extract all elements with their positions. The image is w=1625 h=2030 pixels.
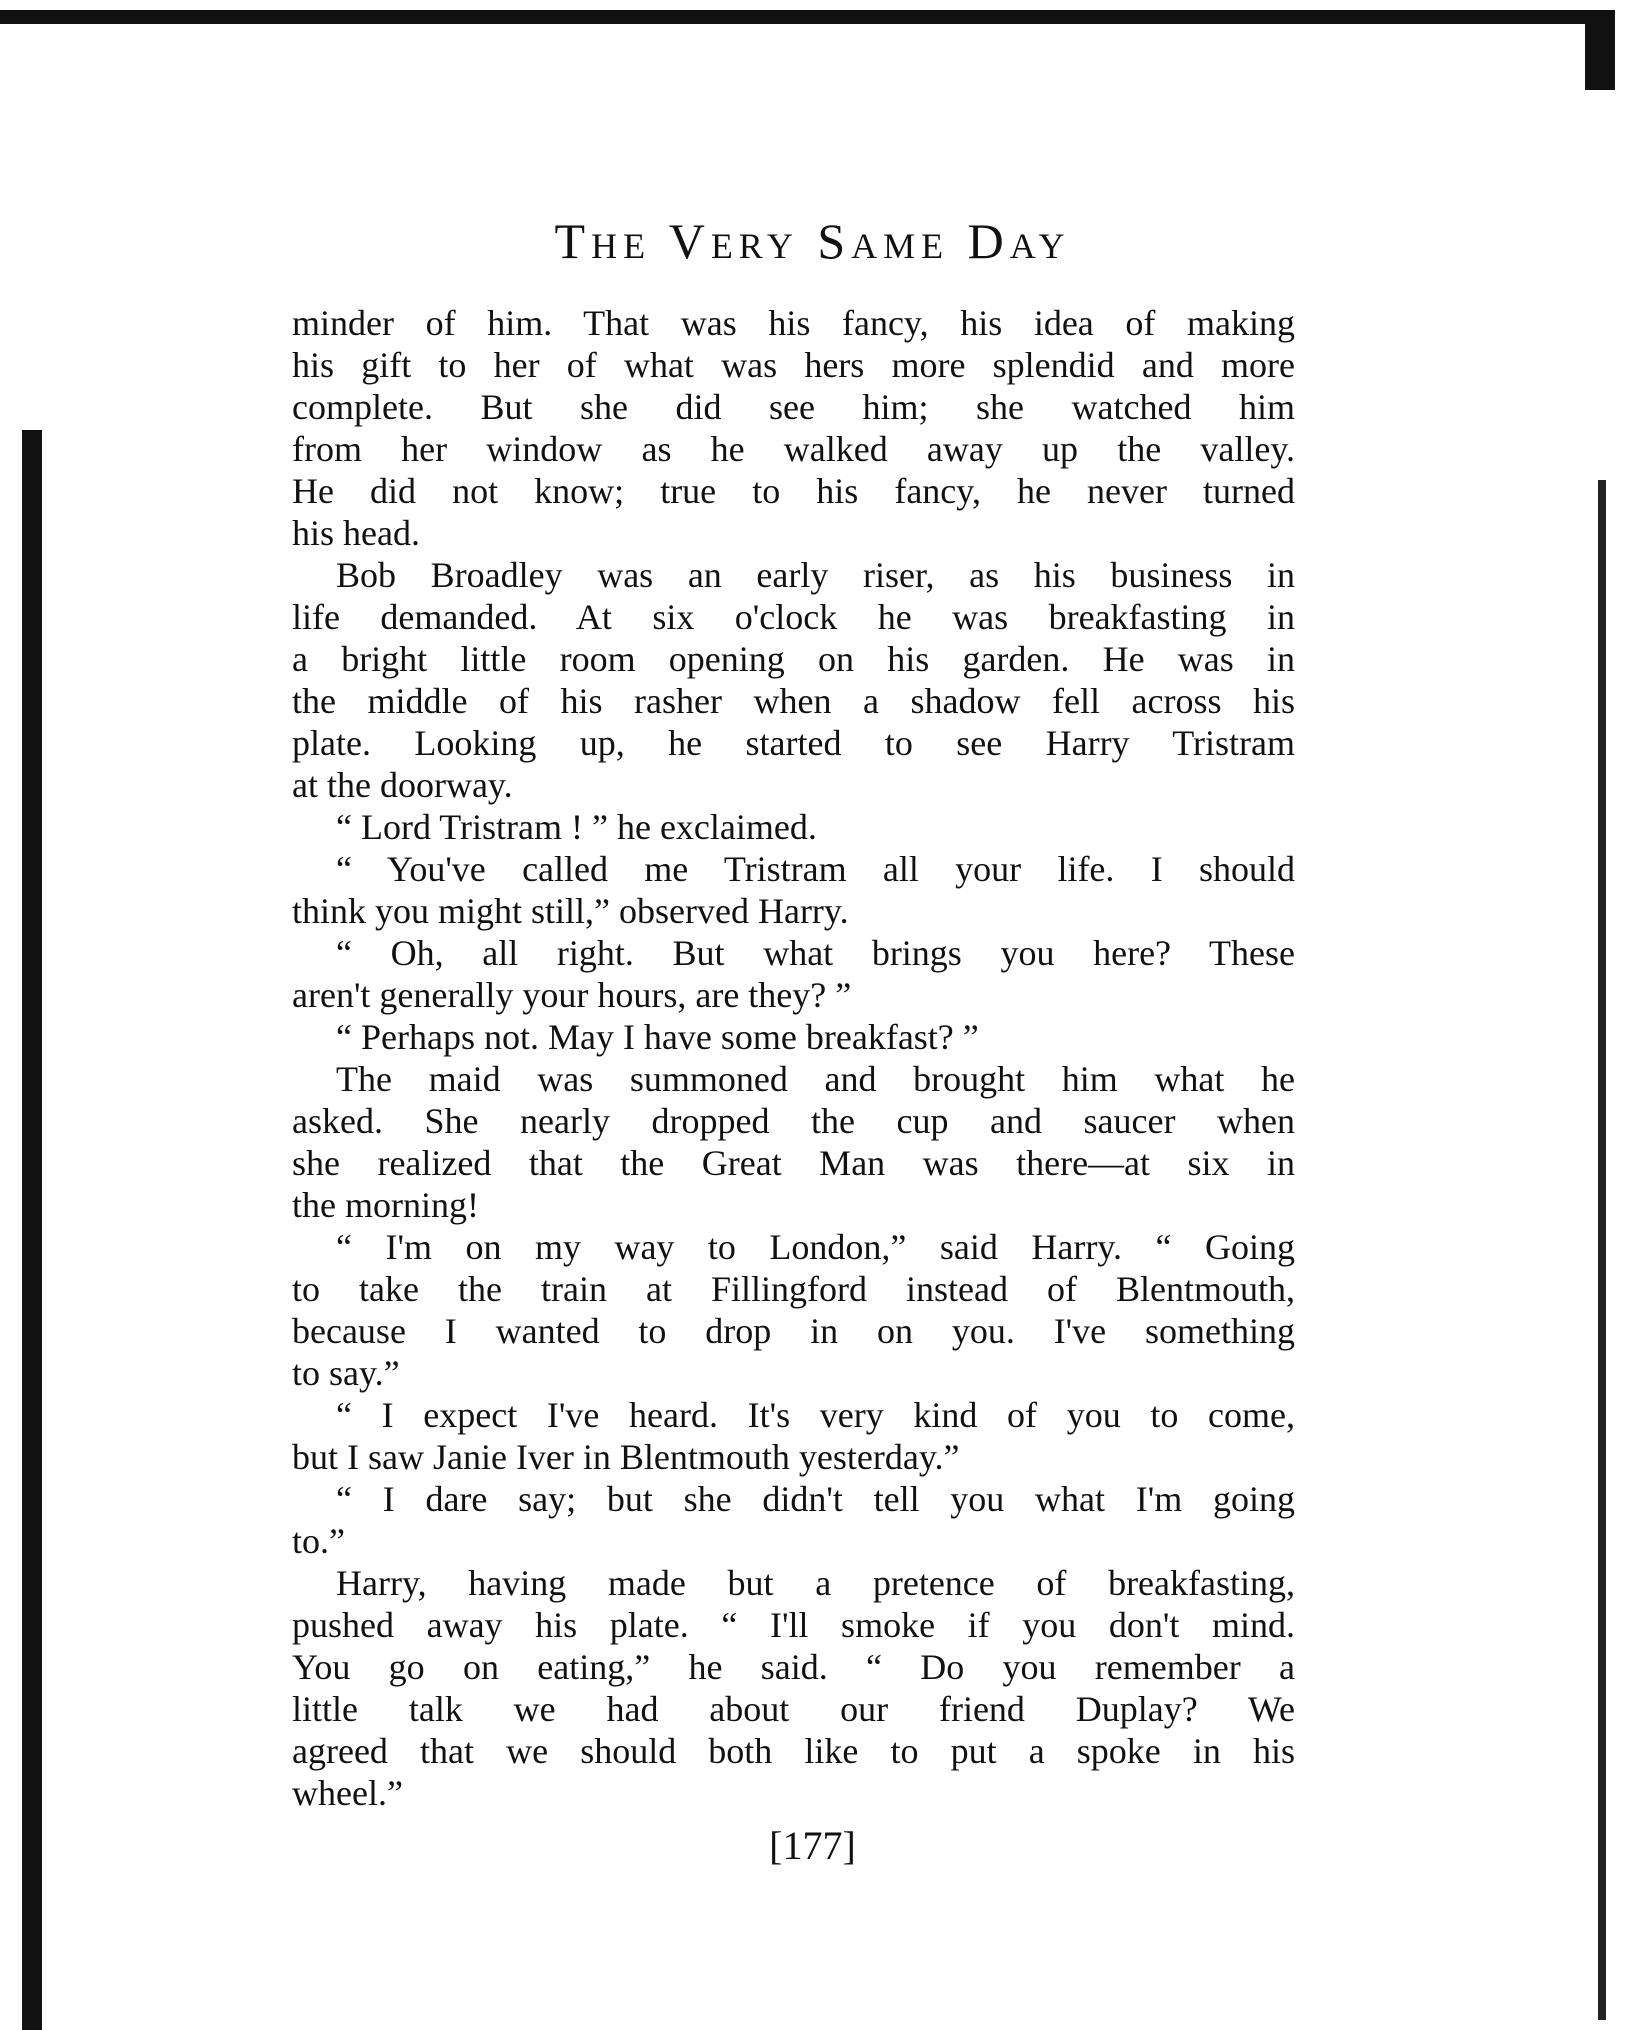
scan-border-top [0,10,1610,24]
text-line: think you might still,” observed Harry. [292,891,849,931]
text-line: “ I dare say; but she didn't tell you what I'm going [336,1479,1295,1519]
page-body [292,302,1295,1814]
text-line: Harry, having made but a pretence of breakfasting, [336,1563,1295,1603]
text-line: agreed that we should both like to put a spoke in his [292,1731,1295,1771]
page-number: [177] [769,1823,856,1868]
running-header: THE VERY SAME DAY [554,213,1071,269]
scan-border-right [1598,480,1606,2020]
text-line: “ Lord Tristram ! ” he exclaimed. [336,807,817,847]
text-line: aren't generally your hours, are they? ” [292,975,852,1015]
text-line: Bob Broadley was an early riser, as his business in [336,555,1295,595]
text-line: the middle of his rasher when a shadow fell across his [292,681,1295,721]
text-line: “ You've called me Tristram all your life. I should [336,849,1295,889]
text-line: “ I'm on my way to London,” said Harry. “ Going [336,1227,1295,1267]
text-line: He did not know; true to his fancy, he never turned [292,471,1295,511]
text-line: the morning! [292,1185,479,1225]
text-line: “ I expect I've heard. It's very kind of you to come, [336,1395,1295,1435]
text-line: at the doorway. [292,765,513,805]
text-line: wheel.” [292,1773,403,1813]
text-line: because I wanted to drop in on you. I've something [292,1311,1295,1351]
text-line: little talk we had about our friend Duplay? We [292,1689,1295,1729]
text-line: his gift to her of what was hers more splendid and more [292,345,1295,385]
text-line: she realized that the Great Man was there—at six in [292,1143,1295,1183]
text-line: life demanded. At six o'clock he was breakfasting in [292,597,1295,637]
text-line: pushed away his plate. “ I'll smoke if you don't mind. [292,1605,1295,1645]
text-line: a bright little room opening on his garden. He was in [292,639,1295,679]
text-line: to.” [292,1521,345,1561]
text-line: from her window as he walked away up the valley. [292,429,1295,469]
text-line: “ Perhaps not. May I have some breakfast? ” [336,1017,979,1057]
text-line: asked. She nearly dropped the cup and saucer when [292,1101,1295,1141]
text-line: The maid was summoned and brought him what he [336,1059,1295,1099]
text-line: his head. [292,513,420,553]
scan-border-left [22,430,42,2030]
text-line: complete. But she did see him; she watched him [292,387,1295,427]
text-line: but I saw Janie Iver in Blentmouth yesterday.” [292,1437,960,1477]
scan-border-corner [1585,10,1615,90]
text-line: plate. Looking up, he started to see Harry Tristram [292,723,1295,763]
text-line: “ Oh, all right. But what brings you here? These [336,933,1295,973]
text-line: to say.” [292,1353,400,1393]
text-line: You go on eating,” he said. “ Do you remember a [292,1647,1295,1687]
text-line: minder of him. That was his fancy, his idea of making [292,303,1295,343]
text-line: to take the train at Fillingford instead of Blentmouth, [292,1269,1295,1309]
